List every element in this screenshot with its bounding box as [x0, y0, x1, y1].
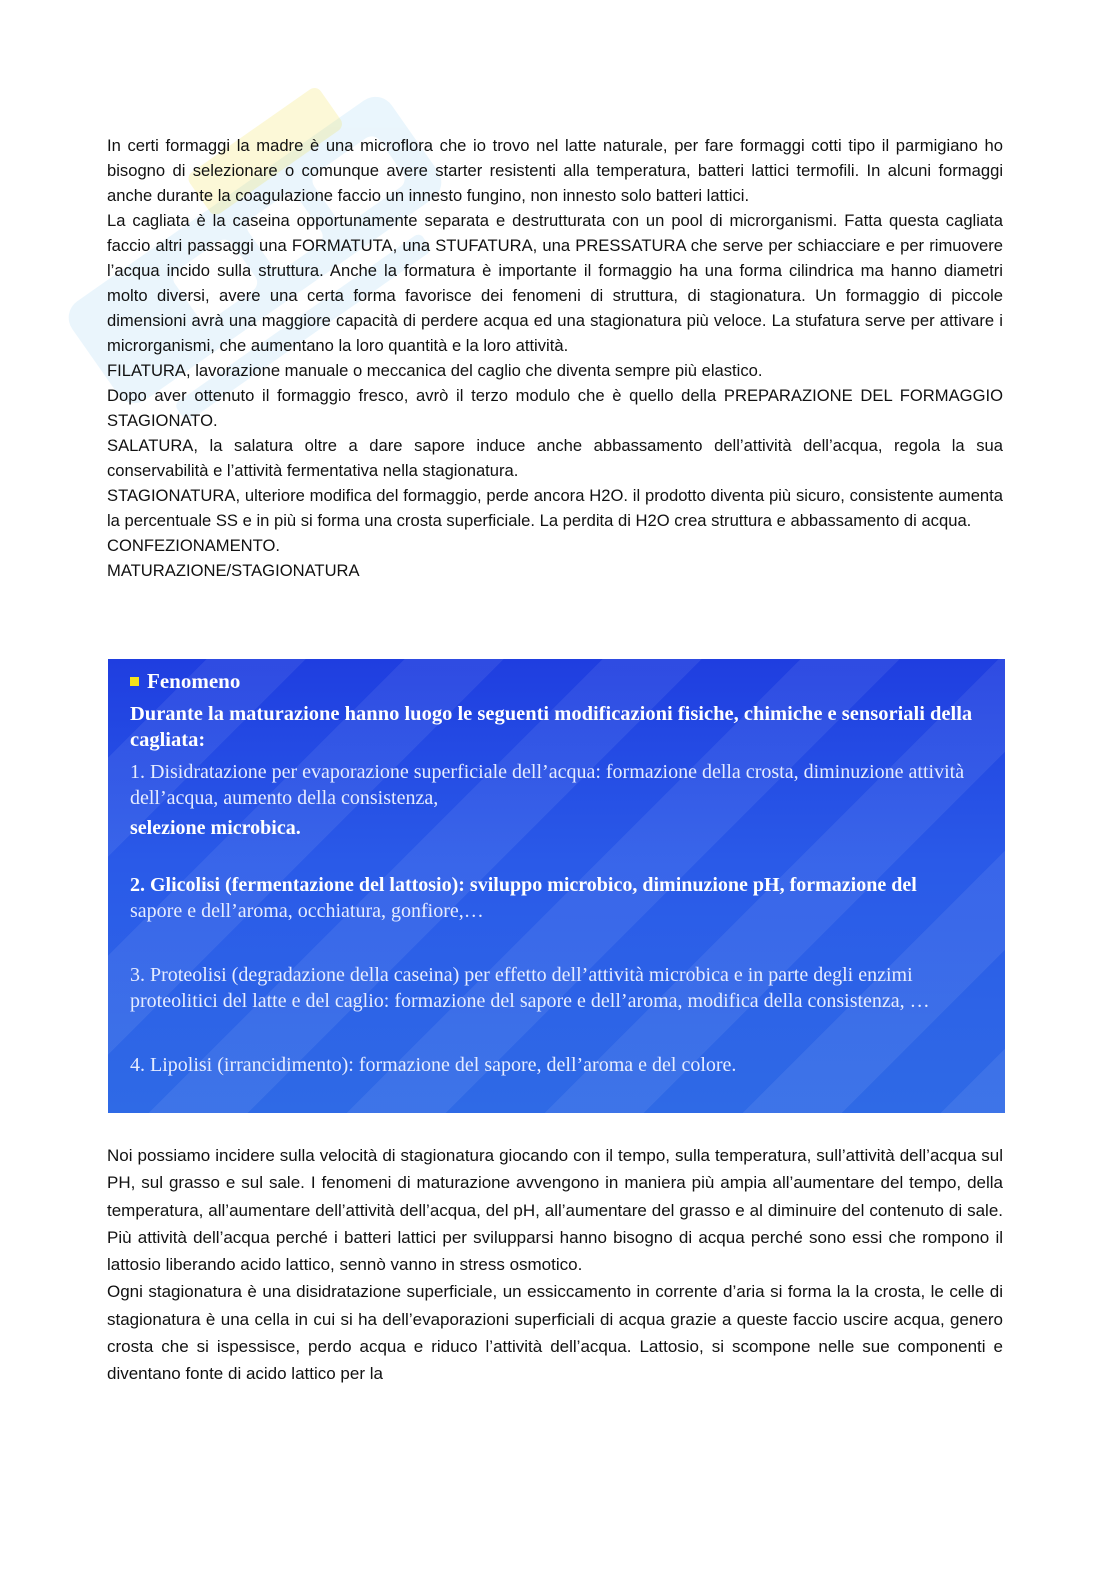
paragraph: La cagliata è la caseina opportunamente separata e destrutturata con un pool di microrganismi. Fatta questa cagliata faccio altri passaggi una FORMATUTA, una STUFATURA, una PRESSATURA che serve per schiacciare e per rimuovere l’acqua incido sulla struttura. Anche la formatura è importante il formaggio ha una forma cilindrica ma hanno diametri molto diversi, avere una certa forma favorisce dei fenomeni di struttura, di stagionatura. Un formaggio di piccole dimensioni avrà una maggiore capacità di perdere acqua ed una stagionatura più veloce. La stufatura serve per attivare i microrganismi, che aumentano la loro quantità e la loro attività. — [107, 211, 1003, 355]
slide-item-2 — [130, 872, 987, 924]
section-heading: MATURAZIONE/STAGIONATURA — [107, 561, 360, 580]
bullet-square-icon — [130, 677, 139, 686]
slide-item-3: 3. Proteolisi (degradazione della caseina) per effetto dell’attività microbica e in parte degli enzimi proteolitici del latte e del caglio: formazione del sapore e dell’aroma, modifica della consistenza, … — [130, 964, 930, 1012]
paragraph: CONFEZIONAMENTO. — [107, 536, 281, 555]
paragraph: STAGIONATURA, ulteriore modifica del formaggio, perde ancora H2O. il prodotto diventa più sicuro, consistente aumenta la percentuale SS e in più si forma una crosta superficiale. La perdita di H2O crea struttura e abbassamento di acqua. — [107, 486, 1003, 530]
paragraph: Noi possiamo incidere sulla velocità di stagionatura giocando con il tempo, sulla temperatura, sull’attività dell’acqua sul PH, sul grasso e sul sale. I fenomeni di maturazione avvengono in maniera più ampia all’aumentare del tempo, della temperatura, all’aumentare dell’attività dell’acqua, del pH, all’aumentare del grasso e al diminuire del contenuto di sale. Più attività dell’acqua perché i batteri lattici per svilupparsi hanno bisogno di acqua perché sono essi che rompono il lattosio liberando acido lattico, sennò vanno in stress osmotico. — [107, 1146, 1003, 1275]
paragraph: In certi formaggi la madre è una microflora che io trovo nel latte naturale, per fare formaggi cotti tipo il parmigiano ho bisogno di selezionare o comunque avere starter resistenti alla temperatura, batteri lattici termofili. In alcuni formaggi anche durante la coagulazione faccio un innesto fungino, non innesto solo batteri lattici. — [107, 136, 1003, 205]
slide-item-1-extra: selezione microbica. — [130, 817, 301, 839]
paragraph: Ogni stagionatura è una disidratazione superficiale, un essiccamento in corrente d’aria si forma la la crosta, le celle di stagionatura è una cella in cui si ha dell’evaporazioni superficiali di acqua grazie a queste faccio uscire acqua, genero crosta che si ispessisce, perdo acqua e riduco l’attività dell’acqua. Lattosio, si scompone nelle sue componenti e diventano fonte di acido lattico per la — [107, 1282, 1003, 1384]
slide-item-2-bold: 2. Glicolisi (fermentazione del lattosio): sviluppo microbico, diminuzione pH, formazione del — [130, 874, 917, 896]
paragraph: FILATURA, lavorazione manuale o meccanica del caglio che diventa sempre più elastico. — [107, 361, 763, 380]
document-text-bottom — [107, 1142, 1003, 1388]
slide-item-1: 1. Disidratazione per evaporazione superficiale dell’acqua: formazione della crosta, diminuzione attività dell’acqua, aumento della consistenza, — [130, 761, 965, 809]
paragraph: SALATURA, la salatura oltre a dare sapore induce anche abbassamento dell’attività dell’acqua, regola la sua conservabilità e l’attività fermentativa nella stagionatura. — [107, 436, 1003, 480]
slide-image — [108, 659, 1005, 1113]
paragraph: Dopo aver ottenuto il formaggio fresco, avrò il terzo modulo che è quello della PREPARAZIONE DEL FORMAGGIO STAGIONATO. — [107, 386, 1003, 430]
slide-item-4: 4. Lipolisi (irrancidimento): formazione del sapore, dell’aroma e del colore. — [130, 1054, 737, 1076]
slide-heading — [130, 667, 987, 695]
document-text-top — [107, 133, 1003, 583]
slide-intro: Durante la maturazione hanno luogo le seguenti modificazioni fisiche, chimiche e sensoriali della cagliata: — [130, 703, 973, 751]
slide-heading-text: Fenomeno — [147, 668, 241, 693]
slide-item-2-rest: sapore e dell’aroma, occhiatura, gonfiore,… — [130, 900, 484, 922]
